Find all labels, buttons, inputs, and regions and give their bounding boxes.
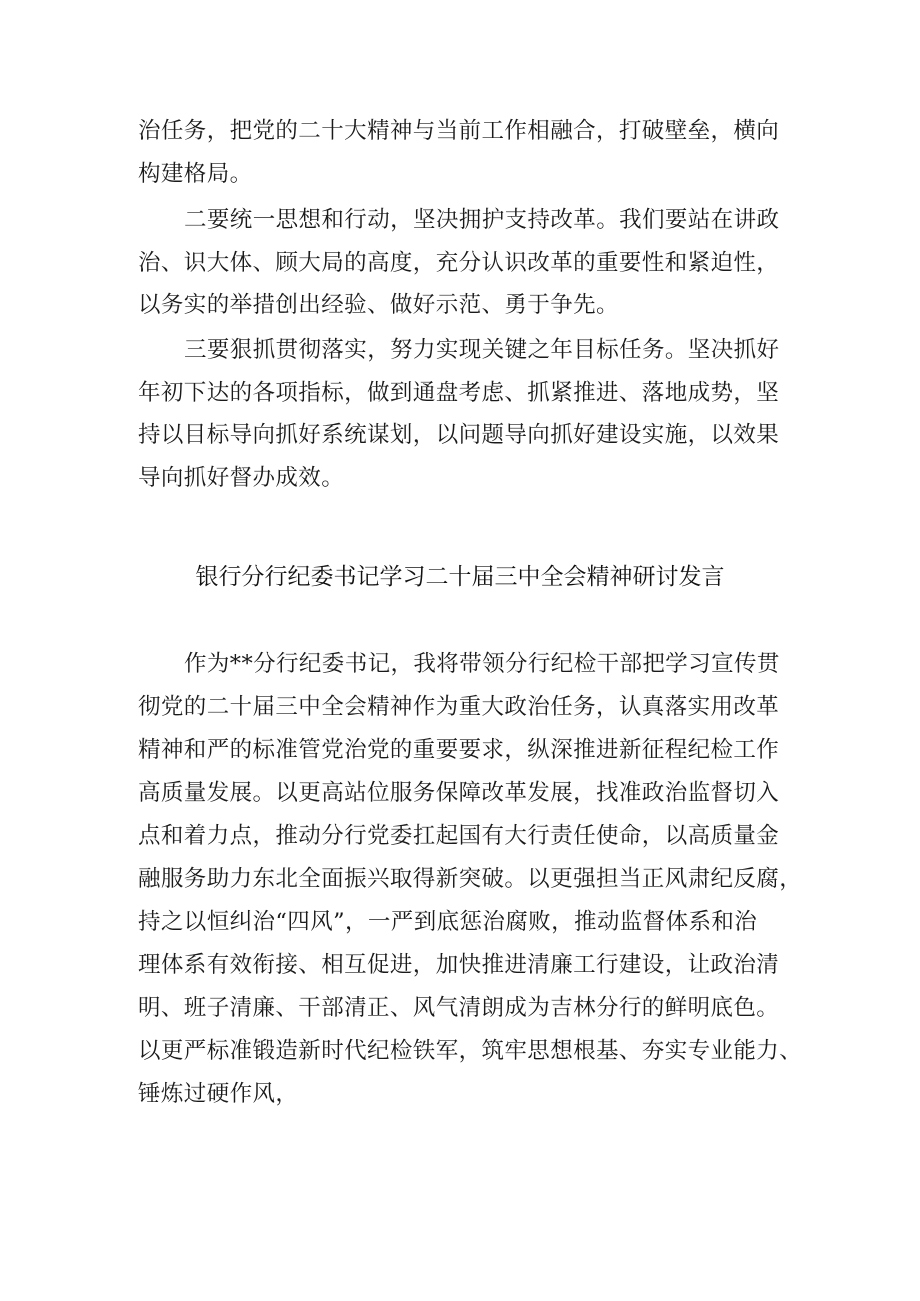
body-text-line: 明、班子清廉、干部清正、风气清朗成为吉林分行的鲜明底色。	[138, 995, 780, 1021]
body-text-line: 高质量发展。以更高站位服务保障改革发展，找准政治监督切入	[138, 780, 780, 806]
body-text-line: 以务实的举措创出经验、做好示范、勇于争先。	[138, 292, 619, 318]
body-text-line: 持以目标导向抓好系统谋划，以问题导向抓好建设实施，以效果	[138, 422, 780, 448]
body-text-line: 彻党的二十届三中全会精神作为重大政治任务，认真落实用改革	[138, 694, 780, 720]
paragraph-first-line: 作为**分行纪委书记，我将带领分行纪检干部把学习宣传贯	[184, 651, 780, 677]
body-text-line: 年初下达的各项指标，做到通盘考虑、抓紧推进、落地成势，坚	[138, 380, 780, 406]
body-text-line: 以更严标准锻造新时代纪检铁军，筑牢思想根基、夯实专业能力、	[138, 1038, 803, 1064]
body-text-line: 治任务，把党的二十大精神与当前工作相融合，打破壁垒，横向	[138, 118, 780, 144]
body-text-line: 点和着力点，推动分行党委扛起国有大行责任使命，以高质量金	[138, 823, 780, 849]
body-text-line: 导向抓好督办成效。	[138, 465, 345, 491]
paragraph-first-line: 三要狠抓贯彻落实，努力实现关键之年目标任务。坚决抓好	[184, 337, 780, 363]
body-text-line: 精神和严的标准管党治党的重要要求，纵深推进新征程纪检工作	[138, 737, 780, 763]
body-text-line: 理体系有效衔接、相互促进，加快推进清廉工行建设，让政治清	[138, 952, 780, 978]
body-text-line: 构建格局。	[138, 161, 253, 187]
body-text-line: 治、识大体、顾大局的高度，充分认识改革的重要性和紧迫性，	[138, 250, 780, 276]
body-text-line: 持之以恒纠治“四风”，一严到底惩治腐败，推动监督体系和治	[138, 909, 758, 935]
body-text-line: 融服务助力东北全面振兴取得新突破。以更强担当正风肃纪反腐，	[138, 866, 803, 892]
paragraph-first-line: 二要统一思想和行动，坚决拥护支持改革。我们要站在讲政	[184, 207, 780, 233]
article-title: 银行分行纪委书记学习二十届三中全会精神研讨发言	[195, 564, 725, 590]
body-text-line: 锤炼过硬作风，	[138, 1081, 299, 1107]
